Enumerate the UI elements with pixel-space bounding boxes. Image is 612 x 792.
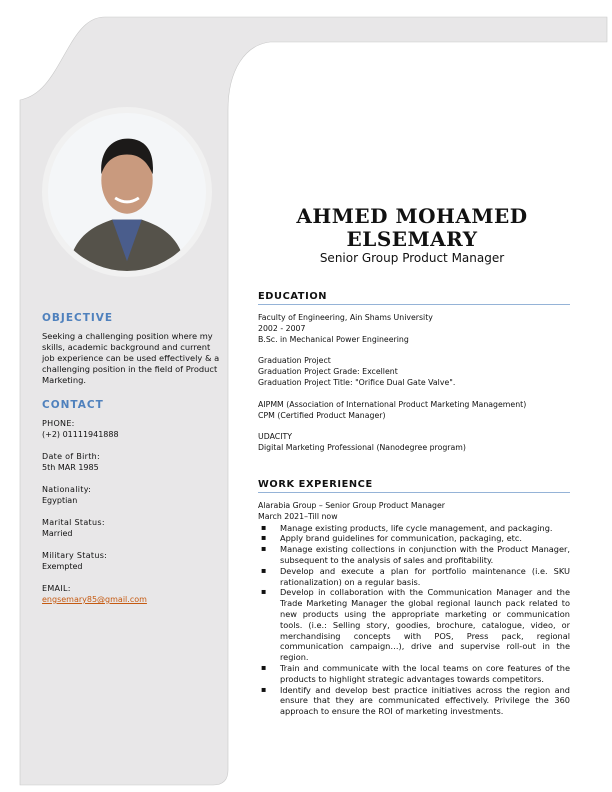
education-line: Graduation Project bbox=[258, 356, 331, 366]
education-line: UDACITY bbox=[258, 432, 293, 442]
list-item: ▪ Develop and execute a plan for portfolio maintenance (i.e. SKU rationalization) on a regular basis. bbox=[258, 566, 570, 588]
email-label: EMAIL: bbox=[42, 584, 71, 593]
military-label: Military Status: bbox=[42, 551, 108, 560]
email-link[interactable]: engsemary85@gmail.com bbox=[42, 595, 147, 604]
marital-value: Married bbox=[42, 529, 73, 538]
job-title: Senior Group Product Manager bbox=[319, 251, 505, 265]
education-line: Digital Marketing Professional (Nanodegree program) bbox=[258, 443, 466, 453]
marital-label: Marital Status: bbox=[42, 518, 105, 527]
work-heading: WORK EXPERIENCE bbox=[258, 479, 570, 493]
name-line-2: ELSEMARY bbox=[346, 227, 478, 251]
full-name bbox=[262, 205, 562, 251]
education-line: CPM (Certified Product Manager) bbox=[258, 410, 386, 420]
work-bullets bbox=[258, 523, 570, 717]
nationality-value: Egyptian bbox=[42, 496, 78, 505]
contact-heading: CONTACT bbox=[42, 399, 104, 411]
work-company: Alarabia Group – Senior Group Product Manager bbox=[258, 501, 446, 510]
objective-heading: OBJECTIVE bbox=[42, 312, 114, 324]
education-line: Graduation Project Grade: Excellent bbox=[258, 367, 398, 377]
list-item: ▪ Train and communicate with the local teams on core features of the products to highlight strategic advantages towards competitors. bbox=[258, 663, 570, 685]
education-heading: EDUCATION bbox=[258, 291, 570, 305]
education-line: Faculty of Engineering, Ain Shams University bbox=[258, 313, 433, 322]
education-line: B.Sc. in Mechanical Power Engineering bbox=[258, 334, 409, 344]
profile-photo bbox=[42, 107, 212, 277]
list-item: ▪ Manage existing products, life cycle management, and packaging. bbox=[258, 523, 570, 534]
dob-label: Date of Birth: bbox=[42, 452, 101, 461]
person-photo-icon bbox=[48, 113, 206, 271]
work-period: March 2021–Till now bbox=[258, 511, 338, 521]
phone-label: PHONE: bbox=[42, 419, 75, 428]
list-item: ▪ Manage existing collections in conjunction with the Product Manager, subsequent to the analysis of sales and profitability. bbox=[258, 544, 570, 566]
education-line: 2002 - 2007 bbox=[258, 323, 306, 333]
list-item: ▪ Develop in collaboration with the Communication Manager and the Trade Marketing Manager the global regional launch pack related to new products using the appropriate marketing or communication tools. (i.e.: Selling story, goodies, brochure, catalogue, video, or merchandising concepts with POS, Press pack, regional communication campaign…), drive and supervise roll-out in the region. bbox=[258, 587, 570, 663]
education-body bbox=[258, 313, 570, 454]
list-item: ▪ Identify and develop best practice initiatives across the region and ensure that they are communicated effectively. Privilege the 360 approach to ensure the ROI of marketing investments. bbox=[258, 685, 570, 717]
nationality-label: Nationality: bbox=[42, 485, 92, 494]
military-value: Exempted bbox=[42, 562, 83, 571]
name-line-1: AHMED MOHAMED bbox=[296, 204, 528, 228]
objective-text: Seeking a challenging position where my skills, academic background and current job experience can be used effectively & a challenging position in the field of Product Marketing. bbox=[42, 331, 220, 385]
education-line: Graduation Project Title: "Orifice Dual Gate Valve". bbox=[258, 377, 456, 387]
phone-value: (+2) 01111941888 bbox=[42, 430, 119, 439]
dob-value: 5th MAR 1985 bbox=[42, 463, 99, 472]
work-body bbox=[258, 501, 570, 717]
contact-section bbox=[42, 400, 222, 605]
education-line: AIPMM (Association of International Product Marketing Management) bbox=[258, 399, 527, 409]
list-item: ▪ Apply brand guidelines for communication, packaging, etc. bbox=[258, 533, 570, 544]
objective-section bbox=[42, 313, 222, 386]
